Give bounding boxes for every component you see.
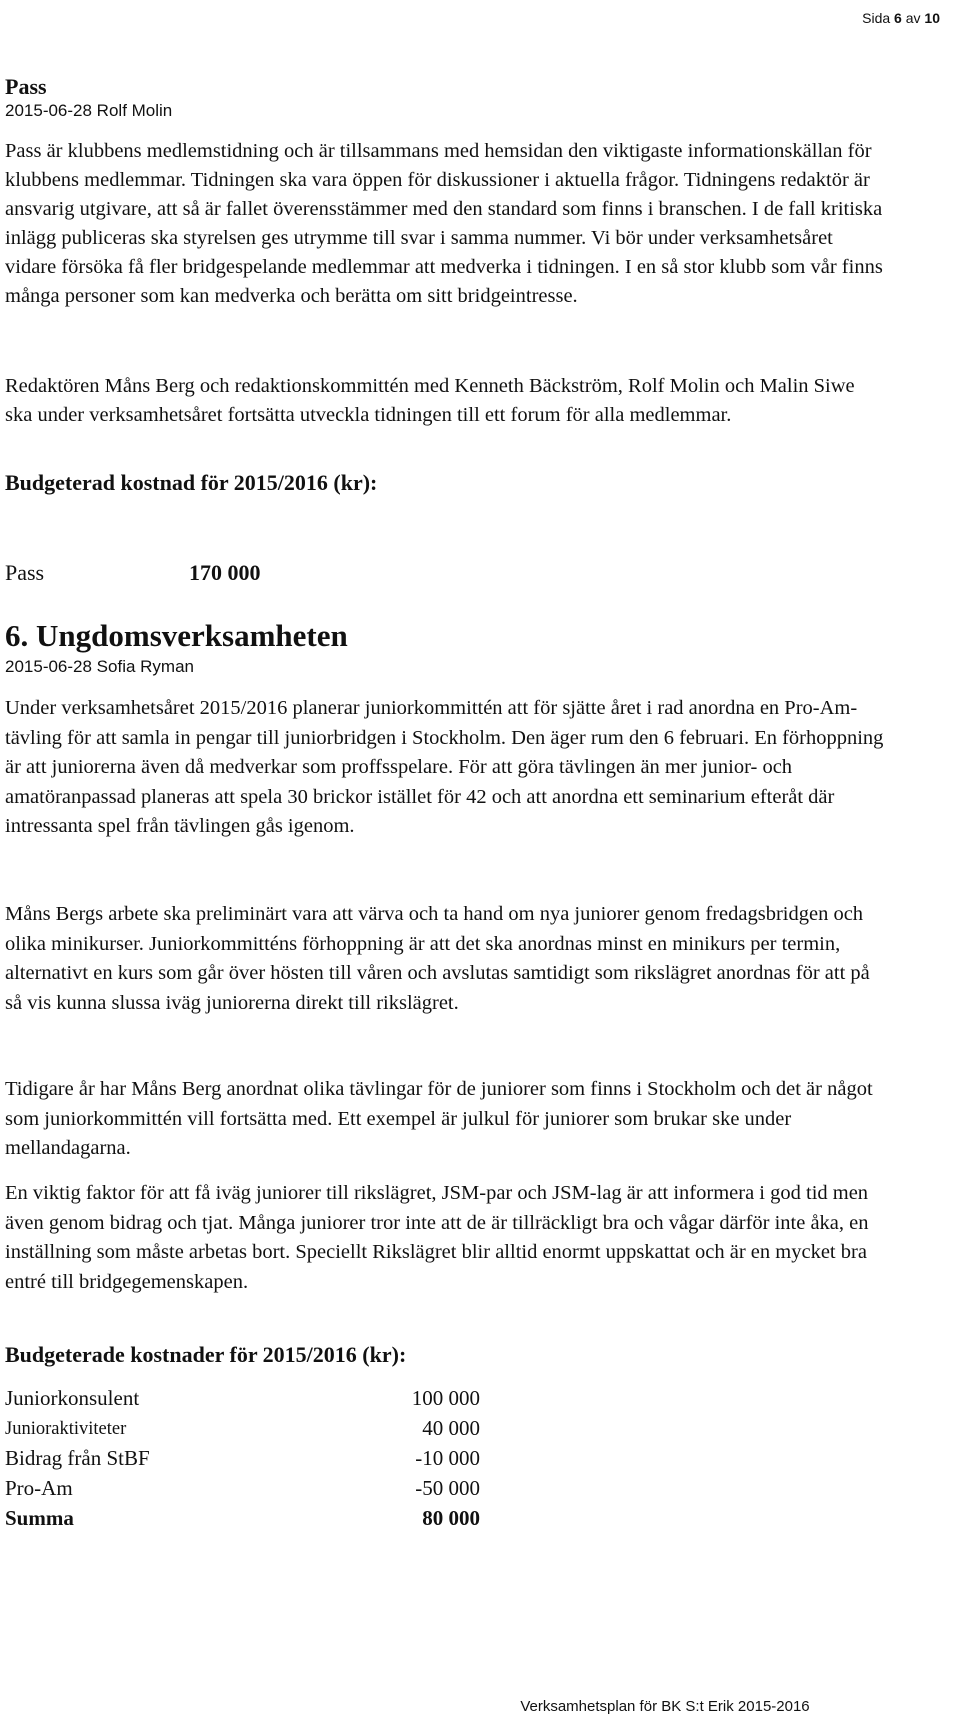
footer-text: Verksamhetsplan för BK S:t Erik 2015-2016 [520, 1698, 810, 1715]
ungdom-paragraph-2: Måns Bergs arbete ska preliminärt vara att värva och ta hand om nya juniorer genom fredagsbridgen och olika minikurser. Juniorkommitténs förhoppning är att det ska anordnas minst en minikurs per termin, alternativt en kurs som går över hösten till våren och avslutas samtidigt som rikslägret anordnas för att på så vis kunna slussa iväg juniorerna direkt till rikslägret. [5, 903, 870, 1014]
pass-paragraph-1: Pass är klubbens medlemstidning och är tillsammans med hemsidan den viktigaste informationskällan för klubbens medlemmar. Tidningen ska vara öppen för diskussioner i aktuella frågor. Tidningens redaktör är ansvarig utgivare, att så är fallet överensstämmer med den standard som finns i branschen. I de fall kritiska inlägg publiceras ska styrelsen ges utrymme till svar i samma nummer. Vi bör under verksamhetsåret vidare försöka få fler bridgespelande medlemmar att medverka i tidningen. I en så stor klubb som vår finns många personer som kan medverka och berätta om sitt bridgeintresse. [5, 140, 883, 307]
budget-row-bidrag [5, 1446, 480, 1476]
page-number [862, 10, 940, 26]
ungdom-heading: 6. Ungdomsverksamheten [5, 618, 348, 653]
budget-row-label: Pro-Am [5, 1476, 73, 1500]
page-footer [0, 1698, 960, 1715]
page-prefix: Sida [862, 10, 891, 26]
pass-budget-label: Pass [5, 560, 45, 585]
budget-row-value: 100 000 [411, 1386, 480, 1410]
budget-row-label: Juniorkonsulent [5, 1386, 140, 1410]
budget-row-juniorkonsulent [5, 1386, 480, 1416]
pass-budget-value: 170 000 [189, 560, 261, 585]
pass-heading: Pass [5, 74, 47, 99]
ungdom-paragraph-4: En viktig faktor för att få iväg juniorer till rikslägret, JSM-par och JSM-lag är att informera i god tid men även genom bidrag och tjat. Många juniorer tror inte att de är tillräckligt bra och vågar därför inte åka, en inställning som måste arbetas bort. Speciellt Rikslägret blir alltid enormt uppskattat och är en mycket bra entré till bridgegemenskapen. [5, 1182, 869, 1293]
budget-row-label: Summa [5, 1506, 74, 1530]
pass-budget-heading: Budgeterad kostnad för 2015/2016 (kr): [5, 470, 378, 495]
ungdom-budget-heading: Budgeterade kostnader för 2015/2016 (kr): [5, 1342, 407, 1367]
budget-row-junioraktiviteter [5, 1416, 480, 1446]
budget-row-label: Bidrag från StBF [5, 1446, 150, 1470]
pass-paragraph-2: Redaktören Måns Berg och redaktionskommittén med Kenneth Bäckström, Rolf Molin och Malin Siwe ska under verksamhetsåret fortsätta utveckla tidningen till ett forum för alla medlemmar. [5, 375, 855, 426]
ungdom-byline: 2015-06-28 Sofia Ryman [5, 657, 195, 676]
budget-row-value: -10 000 [415, 1446, 480, 1470]
budget-row-label: Junioraktiviteter [5, 1419, 127, 1439]
budget-row-value: -50 000 [415, 1476, 480, 1500]
budget-row-value: 80 000 [422, 1506, 480, 1530]
page-separator: av [905, 10, 921, 26]
ungdom-paragraph-3: Tidigare år har Måns Berg anordnat olika tävlingar för de juniorer som finns i Stockholm och det är något som juniorkommittén vill fortsätta med. Ett exempel är julkul för juniorer som brukar ske under mellandagarna. [5, 1078, 873, 1159]
budget-table [5, 1386, 480, 1536]
budget-row-value: 40 000 [422, 1416, 480, 1440]
ungdom-paragraph-1: Under verksamhetsåret 2015/2016 planerar juniorkommittén att för sjätte året i rad anordna en Pro-Am-tävling för att samla in pengar till juniorbridgen i Stockholm. Den äger rum den 6 februari. En förhoppning är att juniorerna även då medverkar som proffsspelare. För att göra tävlingen än mer junior- och amatöranpassad planeras att spela 30 brickor istället för 42 och att anordna ett seminarium efteråt där intressanta spel från tävlingen gås igenom. [5, 697, 884, 837]
budget-row-proam [5, 1476, 480, 1506]
page-current: 6 [894, 10, 902, 26]
pass-byline: 2015-06-28 Rolf Molin [5, 101, 173, 120]
budget-row-summa [5, 1506, 480, 1536]
page-total: 10 [924, 10, 940, 26]
